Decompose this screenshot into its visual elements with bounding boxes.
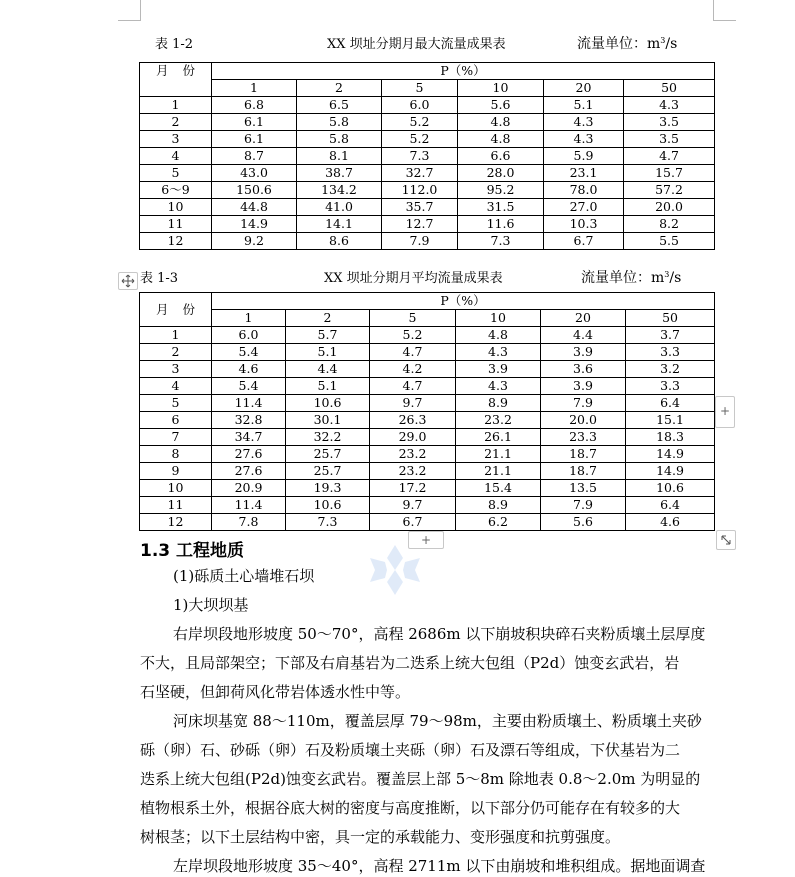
- month-cell: 7: [140, 429, 212, 446]
- paragraph-line: 石坚硬，但卸荷风化带岩体透水性中等。: [140, 683, 411, 701]
- watermark-logo: [355, 540, 435, 600]
- probability-header: P（%）: [212, 63, 715, 80]
- table-row: [140, 344, 715, 361]
- flow-value-cell: 4.7: [624, 148, 715, 165]
- table-title: XX 坝址分期月最大流量成果表: [327, 37, 506, 52]
- table-row: [140, 514, 715, 531]
- month-header: 月份: [140, 63, 212, 97]
- flow-value-cell: 21.1: [456, 446, 541, 463]
- month-cell: 10: [140, 480, 212, 497]
- flow-value-cell: 7.9: [382, 233, 458, 250]
- table-caption: [140, 267, 715, 285]
- flow-value-cell: 9.2: [212, 233, 297, 250]
- probability-column-header: 5: [370, 310, 456, 327]
- table-unit: 流量单位：$m^3/s$: [581, 270, 682, 286]
- flow-value-cell: 3.9: [541, 378, 626, 395]
- flow-value-cell: 32.2: [286, 429, 370, 446]
- flow-value-cell: 10.6: [286, 395, 370, 412]
- probability-column-header: 10: [456, 310, 541, 327]
- flow-value-cell: 27.0: [544, 199, 624, 216]
- flow-value-cell: 18.7: [541, 446, 626, 463]
- flow-value-cell: 11.4: [212, 497, 286, 514]
- month-cell: 11: [140, 497, 212, 514]
- flow-value-cell: 44.8: [212, 199, 297, 216]
- probability-column-header: 50: [624, 80, 715, 97]
- move-arrows-icon: [121, 274, 135, 288]
- probability-column-header: 50: [626, 310, 715, 327]
- flow-value-cell: 3.3: [626, 378, 715, 395]
- table-row: [140, 480, 715, 497]
- flow-value-cell: 5.4: [212, 378, 286, 395]
- table-row: [140, 463, 715, 480]
- month-cell: 9: [140, 463, 212, 480]
- flow-value-cell: 5.1: [286, 344, 370, 361]
- flow-value-cell: 9.7: [370, 497, 456, 514]
- flow-value-cell: 23.2: [456, 412, 541, 429]
- flow-value-cell: 25.7: [286, 463, 370, 480]
- paragraph-line: 树根茎；以下土层结构中密，具一定的承载能力、变形强度和抗剪强度。: [140, 828, 621, 846]
- flow-value-cell: 5.5: [624, 233, 715, 250]
- flow-value-cell: 4.2: [370, 361, 456, 378]
- flow-value-cell: 6.0: [382, 97, 458, 114]
- paragraph-line: 1)大坝坝基: [173, 596, 249, 614]
- flow-value-cell: 8.6: [297, 233, 382, 250]
- flow-value-cell: 4.6: [626, 514, 715, 531]
- flow-value-cell: 15.1: [626, 412, 715, 429]
- flow-value-cell: 6.5: [297, 97, 382, 114]
- add-column-button[interactable]: +: [715, 396, 735, 428]
- flow-value-cell: 8.9: [456, 395, 541, 412]
- flow-value-cell: 29.0: [370, 429, 456, 446]
- flow-value-cell: 5.2: [382, 131, 458, 148]
- flow-value-cell: 3.3: [626, 344, 715, 361]
- table-row: [140, 131, 715, 148]
- flow-value-cell: 4.6: [212, 361, 286, 378]
- paragraph-line: 河床坝基宽 88～110m，覆盖层厚 79～98m，主要由粉质壤土、粉质壤土夹砂: [173, 712, 702, 730]
- flow-value-cell: 20.0: [541, 412, 626, 429]
- max-flow-table: [139, 62, 715, 250]
- month-cell: 8: [140, 446, 212, 463]
- table-row: [140, 446, 715, 463]
- flow-value-cell: 9.7: [370, 395, 456, 412]
- flow-value-cell: 6.1: [212, 131, 297, 148]
- flow-value-cell: 3.5: [624, 131, 715, 148]
- paragraph-line: 左岸坝段地形坡度 35～40°，高程 2711m 以下由崩坡和堆积组成。据地面调查: [173, 857, 706, 875]
- flow-value-cell: 5.6: [458, 97, 544, 114]
- table-row: [140, 182, 715, 199]
- flow-value-cell: 28.0: [458, 165, 544, 182]
- flow-value-cell: 21.1: [456, 463, 541, 480]
- table-row: [140, 378, 715, 395]
- month-header: 月份: [140, 293, 212, 327]
- table-row: [140, 199, 715, 216]
- flow-value-cell: 6.8: [212, 97, 297, 114]
- table-number: 表 1-2: [155, 37, 194, 52]
- flow-value-cell: 31.5: [458, 199, 544, 216]
- flow-value-cell: 34.7: [212, 429, 286, 446]
- paragraph-line: 植物根系土外，根据谷底大树的密度与高度推断，以下部分仍可能存在有较多的大: [140, 799, 681, 817]
- flow-value-cell: 18.7: [541, 463, 626, 480]
- flow-value-cell: 26.3: [370, 412, 456, 429]
- flow-value-cell: 35.7: [382, 199, 458, 216]
- probability-column-header: 10: [458, 80, 544, 97]
- flow-value-cell: 5.2: [370, 327, 456, 344]
- flow-value-cell: 7.3: [458, 233, 544, 250]
- flow-value-cell: 7.9: [541, 497, 626, 514]
- month-cell: 6～9: [140, 182, 212, 199]
- flow-value-cell: 6.7: [544, 233, 624, 250]
- flow-value-cell: 4.3: [544, 114, 624, 131]
- flow-value-cell: 4.8: [456, 327, 541, 344]
- flow-value-cell: 3.6: [541, 361, 626, 378]
- table-number: 表 1-3: [140, 271, 179, 286]
- table-row: [140, 327, 715, 344]
- probability-column-header: 1: [212, 80, 297, 97]
- month-cell: 4: [140, 378, 212, 395]
- flow-value-cell: 8.9: [456, 497, 541, 514]
- flow-value-cell: 5.1: [286, 378, 370, 395]
- flow-value-cell: 20.9: [212, 480, 286, 497]
- flow-value-cell: 4.7: [370, 378, 456, 395]
- flow-value-cell: 41.0: [297, 199, 382, 216]
- page-corner-mark: [118, 0, 141, 21]
- flow-value-cell: 20.0: [624, 199, 715, 216]
- flow-value-cell: 27.6: [212, 446, 286, 463]
- probability-header: P（%）: [212, 293, 715, 310]
- table-row: [140, 148, 715, 165]
- flow-value-cell: 32.8: [212, 412, 286, 429]
- month-cell: 2: [140, 114, 212, 131]
- flow-value-cell: 14.9: [626, 446, 715, 463]
- flow-value-cell: 4.8: [458, 114, 544, 131]
- flow-value-cell: 4.4: [541, 327, 626, 344]
- probability-column-header: 20: [544, 80, 624, 97]
- resize-diagonal-icon: [719, 533, 733, 547]
- table-row: [140, 429, 715, 446]
- table-row: [140, 97, 715, 114]
- month-cell: 1: [140, 97, 212, 114]
- month-cell: 6: [140, 412, 212, 429]
- flow-value-cell: 8.7: [212, 148, 297, 165]
- flow-value-cell: 26.1: [456, 429, 541, 446]
- month-cell: 12: [140, 514, 212, 531]
- flow-value-cell: 10.6: [626, 480, 715, 497]
- flow-value-cell: 57.2: [624, 182, 715, 199]
- flow-value-cell: 30.1: [286, 412, 370, 429]
- month-cell: 2: [140, 344, 212, 361]
- flow-value-cell: 13.5: [541, 480, 626, 497]
- flow-value-cell: 25.7: [286, 446, 370, 463]
- flow-value-cell: 5.8: [297, 114, 382, 131]
- flow-value-cell: 14.9: [212, 216, 297, 233]
- flow-value-cell: 6.4: [626, 395, 715, 412]
- table-row: [140, 165, 715, 182]
- flow-value-cell: 6.4: [626, 497, 715, 514]
- flow-value-cell: 10.3: [544, 216, 624, 233]
- flow-value-cell: 10.6: [286, 497, 370, 514]
- flow-value-cell: 5.6: [541, 514, 626, 531]
- flow-value-cell: 3.9: [456, 361, 541, 378]
- probability-column-header: 5: [382, 80, 458, 97]
- page-corner-mark: [713, 0, 736, 21]
- flow-value-cell: 15.4: [456, 480, 541, 497]
- flow-value-cell: 4.3: [544, 131, 624, 148]
- flow-value-cell: 150.6: [212, 182, 297, 199]
- table-row: [140, 216, 715, 233]
- paragraph-line: 迭系上统大包组(P2d)蚀变玄武岩。覆盖层上部 5～8m 除地表 0.8～2.0m 为明显的: [140, 770, 701, 788]
- flow-value-cell: 43.0: [212, 165, 297, 182]
- flow-value-cell: 14.1: [297, 216, 382, 233]
- month-cell: 11: [140, 216, 212, 233]
- flow-value-cell: 38.7: [297, 165, 382, 182]
- table-row: [140, 497, 715, 514]
- flow-value-cell: 5.8: [297, 131, 382, 148]
- table-row: [140, 395, 715, 412]
- flow-value-cell: 5.4: [212, 344, 286, 361]
- flow-value-cell: 6.0: [212, 327, 286, 344]
- flow-value-cell: 4.8: [458, 131, 544, 148]
- flow-value-cell: 5.7: [286, 327, 370, 344]
- probability-column-header: 20: [541, 310, 626, 327]
- paragraph-line: 不大，且局部架空；下部及右肩基岩为二迭系上统大包组（P2d）蚀变玄武岩，岩: [140, 654, 680, 672]
- flow-value-cell: 134.2: [297, 182, 382, 199]
- table-resize-handle[interactable]: [716, 530, 736, 550]
- flow-value-cell: 4.3: [624, 97, 715, 114]
- flow-value-cell: 23.2: [370, 463, 456, 480]
- month-cell: 3: [140, 131, 212, 148]
- month-cell: 1: [140, 327, 212, 344]
- flow-value-cell: 23.2: [370, 446, 456, 463]
- flow-value-cell: 5.9: [544, 148, 624, 165]
- flow-value-cell: 5.2: [382, 114, 458, 131]
- month-cell: 10: [140, 199, 212, 216]
- flow-value-cell: 11.4: [212, 395, 286, 412]
- month-cell: 5: [140, 395, 212, 412]
- table-row: [140, 412, 715, 429]
- flow-value-cell: 78.0: [544, 182, 624, 199]
- paragraph-line: 砾（卵）石、砂砾（卵）石及粉质壤土夹砾（卵）石及漂石等组成，下伏基岩为二: [140, 741, 681, 759]
- flow-value-cell: 4.3: [456, 344, 541, 361]
- flow-value-cell: 4.4: [286, 361, 370, 378]
- probability-column-header: 1: [212, 310, 286, 327]
- flow-value-cell: 14.9: [626, 463, 715, 480]
- flow-value-cell: 3.9: [541, 344, 626, 361]
- section-heading: 1.3 工程地质: [140, 541, 245, 561]
- flow-value-cell: 4.7: [370, 344, 456, 361]
- probability-column-header: 2: [297, 80, 382, 97]
- table-row: [140, 361, 715, 378]
- flow-value-cell: 6.6: [458, 148, 544, 165]
- paragraph-line: 右岸坝段地形坡度 50～70°，高程 2686m 以下崩坡积块碎石夹粉质壤土层厚度: [173, 625, 706, 643]
- flow-value-cell: 112.0: [382, 182, 458, 199]
- flow-value-cell: 3.2: [626, 361, 715, 378]
- flow-value-cell: 23.3: [541, 429, 626, 446]
- table-caption: [155, 33, 715, 51]
- flow-value-cell: 7.3: [382, 148, 458, 165]
- flow-value-cell: 7.8: [212, 514, 286, 531]
- flow-value-cell: 7.9: [541, 395, 626, 412]
- table-row: [140, 233, 715, 250]
- flow-value-cell: 17.2: [370, 480, 456, 497]
- flow-value-cell: 3.5: [624, 114, 715, 131]
- flow-value-cell: 6.1: [212, 114, 297, 131]
- mean-flow-table: [139, 292, 715, 531]
- table-title: XX 坝址分期月平均流量成果表: [324, 271, 503, 286]
- flow-value-cell: 7.3: [286, 514, 370, 531]
- table-row: [140, 114, 715, 131]
- flow-value-cell: 11.6: [458, 216, 544, 233]
- table-move-handle[interactable]: [118, 272, 138, 290]
- flow-value-cell: 32.7: [382, 165, 458, 182]
- flow-value-cell: 27.6: [212, 463, 286, 480]
- flow-value-cell: 5.1: [544, 97, 624, 114]
- flow-value-cell: 12.7: [382, 216, 458, 233]
- probability-column-header: 2: [286, 310, 370, 327]
- flow-value-cell: 8.1: [297, 148, 382, 165]
- flow-value-cell: 15.7: [624, 165, 715, 182]
- flow-value-cell: 19.3: [286, 480, 370, 497]
- paragraph-line: (1)砾质土心墙堆石坝: [173, 567, 315, 585]
- flow-value-cell: 6.2: [456, 514, 541, 531]
- flow-value-cell: 95.2: [458, 182, 544, 199]
- flow-value-cell: 6.7: [370, 514, 456, 531]
- flow-value-cell: 4.3: [456, 378, 541, 395]
- flow-value-cell: 3.7: [626, 327, 715, 344]
- month-cell: 3: [140, 361, 212, 378]
- month-cell: 12: [140, 233, 212, 250]
- table-unit: 流量单位：$m^3/s$: [577, 36, 678, 52]
- month-cell: 4: [140, 148, 212, 165]
- flow-value-cell: 23.1: [544, 165, 624, 182]
- flow-value-cell: 18.3: [626, 429, 715, 446]
- flow-value-cell: 8.2: [624, 216, 715, 233]
- add-row-button[interactable]: +: [408, 531, 444, 549]
- month-cell: 5: [140, 165, 212, 182]
